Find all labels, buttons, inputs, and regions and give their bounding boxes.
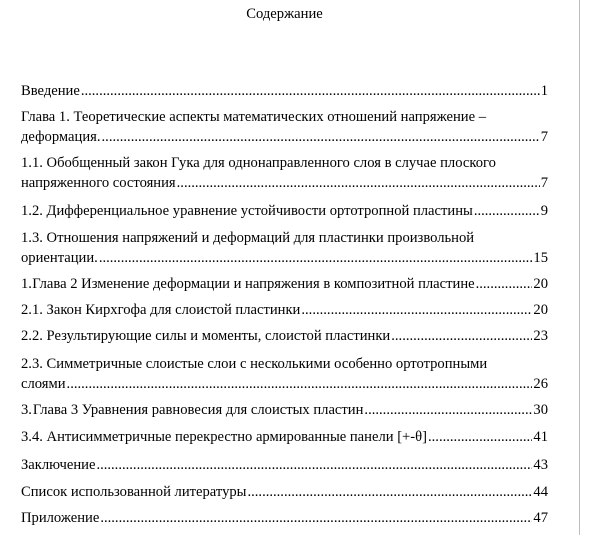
dot-leader	[247, 482, 532, 502]
list-number: 1.	[21, 276, 32, 292]
toc-entry-text-line: Глава 1. Теоретические аспекты математических отношений напряжение –	[21, 109, 486, 125]
toc-page-number: 15	[533, 250, 548, 266]
toc-entry-2-3[interactable]	[21, 354, 548, 394]
toc-entry-text: Глава 3 Уравнения равновесия для слоистых пластин	[32, 402, 364, 418]
dot-leader	[81, 81, 540, 101]
toc-entry-2-1[interactable]	[21, 300, 548, 320]
toc-entry-appendix[interactable]	[21, 508, 548, 528]
toc-entry-text: Введение	[21, 83, 80, 99]
toc-page-number: 7	[540, 175, 548, 191]
toc-entry-text: Приложение	[21, 510, 100, 526]
toc-page-number: 9	[540, 203, 548, 219]
toc-title: Содержание	[246, 6, 323, 22]
dot-leader	[476, 274, 533, 294]
toc-page-number: 44	[533, 484, 548, 500]
dot-leader	[391, 326, 532, 346]
dot-leader	[96, 455, 532, 475]
toc-entry-text: слоями	[21, 376, 66, 392]
toc-page-number: 26	[533, 376, 548, 392]
toc-entry-text: ориентации.	[21, 250, 98, 266]
toc-page-number: 30	[533, 402, 548, 418]
toc-entry-3-4[interactable]	[21, 427, 548, 447]
page-edge-line	[579, 0, 580, 535]
toc-entry-text-line: 1.1. Обобщенный закон Гука для однонаправленного слоя в случае плоского	[21, 155, 496, 171]
toc-entry-conclusion[interactable]	[21, 455, 548, 475]
toc-entry-text: Заключение	[21, 457, 96, 473]
toc-page-number: 20	[533, 302, 548, 318]
toc-page-number: 41	[533, 429, 548, 445]
toc-page-number: 23	[533, 328, 548, 344]
toc-entry-1-2[interactable]	[21, 201, 548, 221]
toc-entry-text: напряженного состояния	[21, 175, 176, 191]
toc-entry-references[interactable]	[21, 482, 548, 502]
toc-entry-1-1[interactable]	[21, 153, 548, 193]
dot-leader	[102, 127, 540, 147]
toc-entry-text-line: 2.3. Симметричные слоистые слои с несколькими особенно ортотропными	[21, 356, 488, 372]
toc-entry-chapter-2[interactable]	[21, 274, 548, 294]
toc-page-number: 47	[533, 510, 548, 526]
dot-leader	[177, 173, 540, 193]
toc-entry-text: Глава 2 Изменение деформации и напряжения в композитной пластине	[32, 276, 475, 292]
dot-leader	[100, 508, 532, 528]
toc-page-number: 43	[533, 457, 548, 473]
toc-entry-text: 3.4. Антисимметричные перекрестно армированные панели [+-θ]	[21, 429, 427, 445]
toc-entry-text: 1.2. Дифференциальное уравнение устойчивости ортотропной пластины	[21, 203, 473, 219]
list-number: 3.	[21, 402, 32, 418]
toc-entry-1-3[interactable]	[21, 228, 548, 268]
toc-entry-2-2[interactable]	[21, 326, 548, 346]
dot-leader	[428, 427, 532, 447]
toc-entry-chapter-1[interactable]	[21, 107, 548, 147]
toc-entry-text-line: 1.3. Отношения напряжений и деформаций для пластинки произвольной	[21, 230, 475, 246]
toc-entry-introduction[interactable]	[21, 81, 548, 101]
dot-leader	[99, 248, 533, 268]
toc-entry-text: 2.1. Закон Кирхгофа для слоистой пластинки	[21, 302, 301, 318]
dot-leader	[364, 400, 532, 420]
toc-entry-text: Список использованной литературы	[21, 484, 247, 500]
dot-leader	[301, 300, 532, 320]
toc-page-number: 7	[540, 129, 548, 145]
toc-entry-chapter-3[interactable]	[21, 400, 548, 420]
toc-page-number: 1	[540, 83, 548, 99]
toc-entry-text: 2.2. Результирующие силы и моменты, слоистой пластинки	[21, 328, 391, 344]
toc-page-number: 20	[533, 276, 548, 292]
toc-entry-text: деформация.	[21, 129, 101, 145]
dot-leader	[474, 201, 540, 221]
dot-leader	[67, 374, 533, 394]
